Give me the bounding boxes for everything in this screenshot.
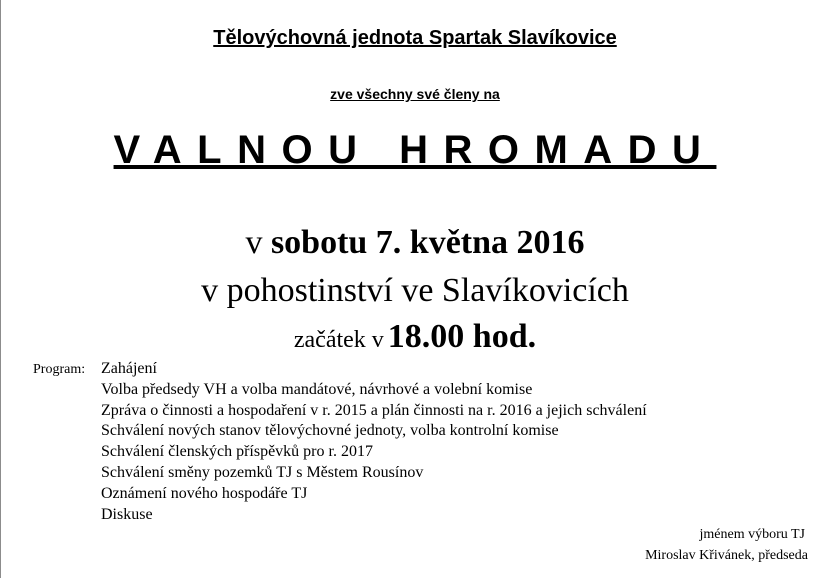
meeting-date-prefix: v — [245, 224, 263, 261]
program-item: Volba předsedy VH a volba mandátové, návrhové a volební komise — [101, 380, 533, 398]
program-item: Zahájení — [101, 360, 157, 377]
signature-block — [645, 524, 808, 566]
program-item: Diskuse — [101, 505, 153, 523]
program-list — [101, 359, 647, 525]
program-item: Schválení nových stanov tělovýchovné jednoty, volba kontrolní komise — [101, 422, 559, 440]
signature-name: Miroslav Křivánek, předseda — [645, 548, 808, 563]
program-item: Oznámení nového hospodáře TJ — [101, 484, 308, 502]
meeting-date: sobotu 7. května 2016 — [270, 224, 585, 261]
program-item: Zpráva o činnosti a hospodaření v r. 2015 a plán činnosti na r. 2016 a jejich schválení — [101, 401, 647, 419]
meeting-place: v pohostinství ve Slavíkovicích — [201, 272, 629, 309]
meeting-time-line — [0, 318, 830, 356]
invitation-line: zve všechny své členy na — [330, 86, 500, 102]
signature-on-behalf: jménem výboru TJ — [699, 527, 805, 542]
program-item: Schválení členských příspěvků pro r. 2017 — [101, 443, 373, 461]
meeting-date-line — [0, 224, 830, 262]
meeting-time-prefix: začátek v — [293, 327, 384, 353]
program-label: Program: — [33, 362, 86, 377]
organization-title: Tělovýchovná jednota Spartak Slavíkovice — [213, 27, 617, 49]
meeting-headline: VALNOU HROMADU — [113, 128, 717, 172]
meeting-time: 18.00 hod. — [387, 318, 537, 355]
program-item: Schválení směny pozemků TJ s Městem Rousínov — [101, 463, 424, 481]
